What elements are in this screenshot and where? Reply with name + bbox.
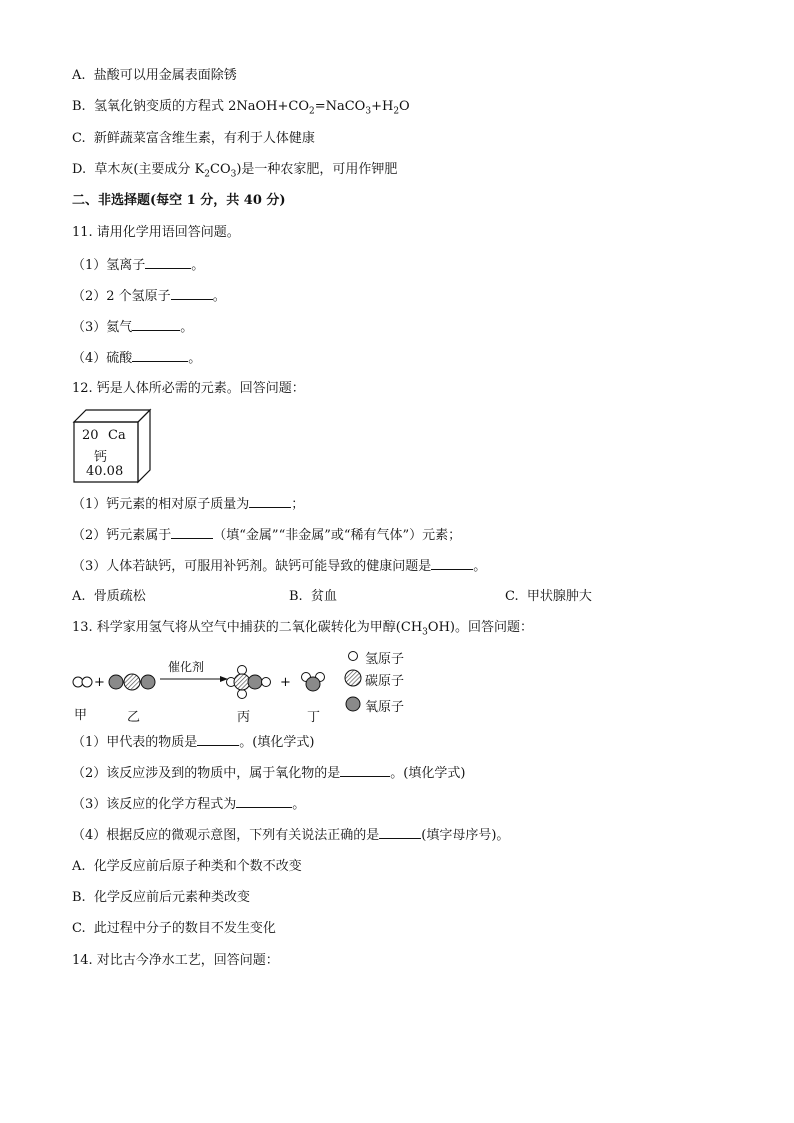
subscript: 3 [365, 106, 372, 117]
item-text: 。 [188, 351, 202, 366]
q13-item-4 [72, 826, 509, 845]
item-text: 。(填化学式) [239, 735, 315, 750]
answer-blank[interactable] [171, 287, 213, 300]
q11-item-2 [72, 287, 226, 306]
prev-option-d [72, 161, 397, 184]
answer-blank[interactable] [431, 557, 473, 570]
q12-option-b[interactable] [289, 588, 337, 606]
q13-item-3 [72, 795, 305, 814]
subscript: 3 [230, 169, 237, 180]
q11-item-1 [72, 256, 204, 275]
atomic-number: 20 [82, 428, 99, 443]
item-text: （3）氦气 [72, 320, 133, 335]
option-label: B. [72, 99, 86, 114]
prev-option-a [72, 67, 237, 85]
option-text: =NaCO [314, 99, 366, 114]
answer-blank[interactable] [379, 826, 421, 839]
item-text: 。 [180, 320, 194, 335]
option-text: 氢氧化钠变质的方程式 2NaOH+CO [93, 99, 309, 114]
prev-option-c [72, 130, 315, 148]
legend-carbon: 碳原子 [365, 674, 405, 689]
option-label: B. [72, 890, 86, 905]
option-label: B. [289, 589, 303, 604]
item-text: 。 [292, 797, 306, 812]
q13-item-2 [72, 764, 465, 783]
answer-blank[interactable] [236, 795, 292, 808]
q13-stem [72, 619, 533, 642]
q11-item-4 [72, 349, 201, 368]
option-label: C. [72, 131, 86, 146]
item-text: ； [291, 497, 305, 512]
item-text: (填字母序号)。 [421, 828, 510, 843]
legend-oxygen: 氧原子 [365, 700, 405, 715]
q12-item-1 [72, 495, 304, 514]
answer-blank[interactable] [197, 733, 239, 746]
option-text: )是一种农家肥，可用作钾肥 [236, 162, 398, 177]
item-text: （4）硫酸 [72, 351, 133, 366]
option-label: A. [72, 68, 86, 83]
subscript: 2 [308, 106, 315, 117]
option-text: +H [371, 99, 394, 114]
option-label: D. [72, 162, 87, 177]
option-label: A. [72, 859, 86, 874]
periodic-element-cell [72, 408, 152, 484]
option-text: 盐酸可以用金属表面除锈 [93, 68, 237, 83]
svg-text:+: + [280, 675, 291, 690]
stem-text: OH)。回答问题： [427, 620, 533, 635]
answer-blank[interactable] [132, 349, 188, 362]
item-text: 。 [473, 559, 487, 574]
subscript: 3 [422, 627, 428, 638]
option-text: 骨质疏松 [93, 589, 146, 604]
answer-blank[interactable] [340, 764, 390, 777]
option-text: 贫血 [310, 589, 337, 604]
q13-item-1 [72, 733, 314, 752]
item-text: （4）根据反应的微观示意图，下列有关说法正确的是 [72, 828, 380, 843]
option-text: 甲状腺肿大 [526, 589, 592, 604]
element-symbol: Ca [108, 428, 126, 443]
q12-item-3 [72, 557, 486, 576]
subscript: 2 [204, 169, 211, 180]
option-text: 化学反应前后元素种类改变 [93, 890, 250, 905]
atomic-mass: 40.08 [86, 464, 124, 479]
catalyst-label: 催化剂 [168, 660, 205, 674]
q13-option-b[interactable] [72, 889, 250, 907]
q12-option-c[interactable] [505, 588, 592, 606]
option-text: 此过程中分子的数目不发生变化 [93, 921, 276, 936]
item-text: （1）氢离子 [72, 258, 146, 273]
answer-blank[interactable] [132, 318, 180, 331]
item-text: （2）钙元素属于 [72, 528, 172, 543]
option-text: 新鲜蔬菜富含维生素，有利于人体健康 [93, 131, 315, 146]
answer-blank[interactable] [249, 495, 291, 508]
answer-blank[interactable] [145, 256, 191, 269]
item-text: 。 [212, 289, 226, 304]
q12-option-a[interactable] [72, 588, 146, 606]
option-label: C. [72, 921, 86, 936]
option-text: 化学反应前后原子种类和个数不改变 [93, 859, 302, 874]
q11-stem: 11. 请用化学用语回答问题。 [72, 225, 240, 240]
item-text: （2）2 个氢原子 [72, 289, 171, 304]
label-yi: 乙 [127, 710, 141, 725]
stem-text: 13. 科学家用氢气将从空气中捕获的二氧化碳转化为甲醇(CH [72, 620, 423, 635]
item-text: （1）钙元素的相对原子质量为 [72, 497, 250, 512]
subscript: 2 [393, 106, 400, 117]
q14-stem: 14. 对比古今净水工艺，回答问题： [72, 953, 279, 968]
q12-stem: 12. 钙是人体所必需的元素。回答问题： [72, 381, 305, 396]
item-text: （填“金属”“非金属”或“稀有气体”）元素； [213, 528, 462, 543]
label-ding: 丁 [307, 710, 321, 725]
item-text: （3）该反应的化学方程式为 [72, 797, 237, 812]
item-text: 。 [191, 258, 205, 273]
q13-option-a[interactable] [72, 858, 302, 876]
item-text: 。(填化学式) [390, 766, 466, 781]
option-text: 草木灰(主要成分 K [94, 162, 205, 177]
reaction-micro-diagram [72, 646, 432, 726]
q12-item-2 [72, 526, 461, 545]
prev-option-b [72, 98, 410, 121]
option-text: O [399, 99, 410, 114]
option-label: C. [505, 589, 519, 604]
label-bing: 丙 [237, 710, 251, 725]
label-jia: 甲 [74, 708, 88, 723]
section-title: 二、非选择题(每空 1 分，共 40 分) [72, 193, 286, 208]
element-name: 钙 [94, 450, 108, 465]
option-text: CO [210, 162, 231, 177]
item-text: （3）人体若缺钙，可服用补钙剂。缺钙可能导致的健康问题是 [72, 559, 432, 574]
svg-text:+: + [94, 675, 105, 690]
answer-blank[interactable] [171, 526, 213, 539]
legend-hydrogen: 氢原子 [365, 652, 405, 667]
item-text: （2）该反应涉及到的物质中，属于氧化物的是 [72, 766, 341, 781]
option-label: A. [72, 589, 86, 604]
q13-option-c[interactable] [72, 920, 276, 938]
item-text: （1）甲代表的物质是 [72, 735, 198, 750]
q11-item-3 [72, 318, 193, 337]
